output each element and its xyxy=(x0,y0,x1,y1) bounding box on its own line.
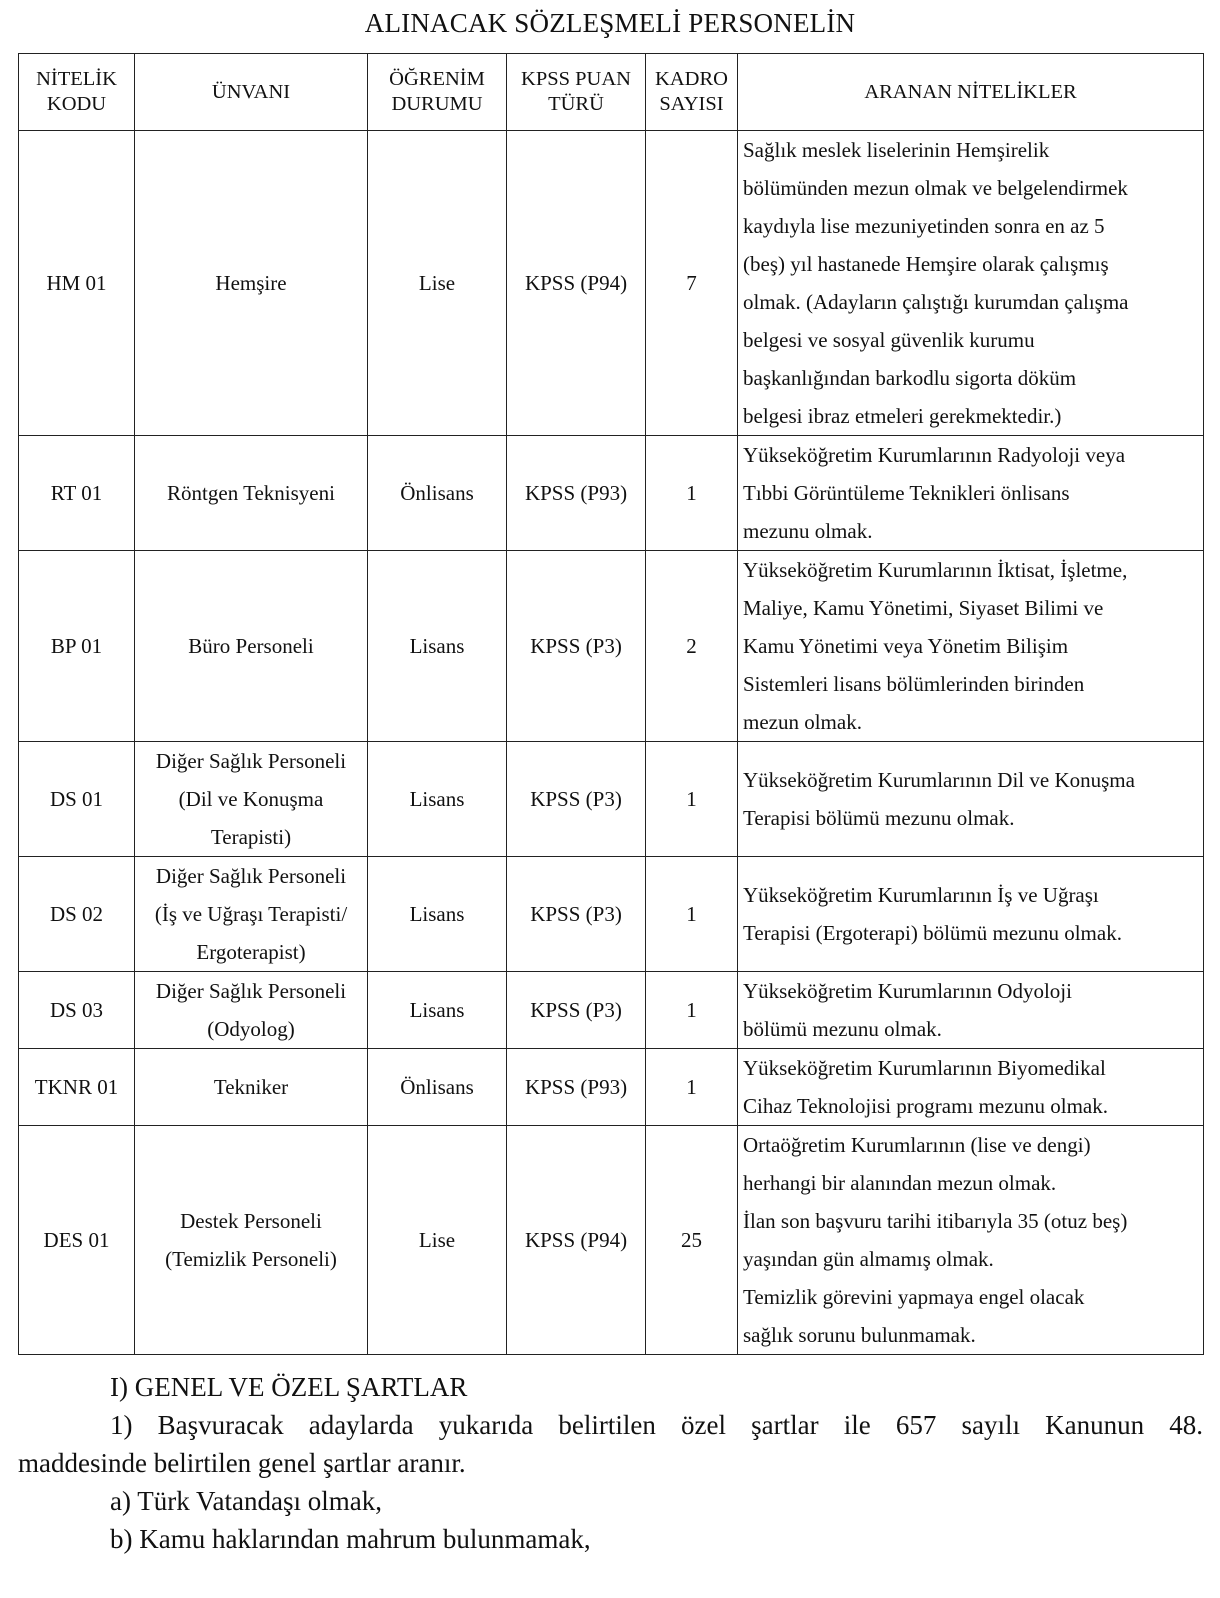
cell-title xyxy=(135,972,368,1049)
table-row xyxy=(19,857,1204,972)
requirement-line: Maliye, Kamu Yönetimi, Siyaset Bilimi ve xyxy=(743,596,1104,620)
cell-title xyxy=(135,551,368,742)
cell-title xyxy=(135,436,368,551)
title-line: Diğer Sağlık Personeli xyxy=(155,979,347,1003)
requirement-line: İlan son başvuru tarihi itibarıyla 35 (otuz beş) xyxy=(743,1209,1128,1233)
header-education: ÖĞRENİM DURUMU xyxy=(368,54,507,131)
cell-kpss: KPSS (P93) xyxy=(507,1049,646,1126)
header-kpss: KPSS PUAN TÜRÜ xyxy=(507,54,646,131)
requirement-line: Sağlık meslek liselerinin Hemşirelik xyxy=(743,138,1050,162)
cell-requirements xyxy=(738,1126,1204,1355)
table-row xyxy=(19,1126,1204,1355)
cell-kpss: KPSS (P94) xyxy=(507,1126,646,1355)
cell-code: DES 01 xyxy=(19,1126,135,1355)
requirement-line: herhangi bir alanından mezun olmak. xyxy=(743,1171,1057,1195)
cell-requirements xyxy=(738,436,1204,551)
requirement-line: Temizlik görevini yapmaya engel olacak xyxy=(743,1285,1085,1309)
cell-title xyxy=(135,1126,368,1355)
cell-kpss: KPSS (P3) xyxy=(507,742,646,857)
cell-code: BP 01 xyxy=(19,551,135,742)
title-line: (Temizlik Personeli) xyxy=(165,1247,337,1271)
cell-code: TKNR 01 xyxy=(19,1049,135,1126)
cell-education: Lisans xyxy=(368,972,507,1049)
cell-count: 2 xyxy=(646,551,738,742)
title-line: Hemşire xyxy=(215,271,287,295)
cell-title xyxy=(135,131,368,436)
cell-kpss: KPSS (P94) xyxy=(507,131,646,436)
cell-kpss: KPSS (P93) xyxy=(507,436,646,551)
title-line: Destek Personeli xyxy=(180,1209,322,1233)
requirement-line: Tıbbi Görüntüleme Teknikleri önlisans xyxy=(743,481,1070,505)
requirement-line: Sistemleri lisans bölümlerinden birinden xyxy=(743,672,1085,696)
requirement-line: Yükseköğretim Kurumlarının İş ve Uğraşı xyxy=(743,883,1099,907)
title-line: Röntgen Teknisyeni xyxy=(167,481,335,505)
requirement-line: yaşından gün almamış olmak. xyxy=(743,1247,994,1271)
cell-requirements xyxy=(738,131,1204,436)
cell-count: 1 xyxy=(646,436,738,551)
requirement-line: Yükseköğretim Kurumlarının Biyomedikal xyxy=(743,1056,1106,1080)
title-line: Terapisti) xyxy=(210,825,292,849)
cell-code: DS 01 xyxy=(19,742,135,857)
title-line: (Odyolog) xyxy=(207,1017,295,1041)
requirement-line: Yükseköğretim Kurumlarının Radyoloji veya xyxy=(743,443,1126,467)
cell-requirements xyxy=(738,857,1204,972)
personnel-table xyxy=(18,53,1204,1355)
requirement-line: mezunu olmak. xyxy=(743,519,873,543)
requirement-line: sağlık sorunu bulunmamak. xyxy=(743,1323,976,1347)
title-line: (Dil ve Konuşma xyxy=(178,787,324,811)
cell-kpss: KPSS (P3) xyxy=(507,857,646,972)
cell-count: 7 xyxy=(646,131,738,436)
cell-requirements xyxy=(738,972,1204,1049)
requirement-line: (beş) yıl hastanede Hemşire olarak çalışmış xyxy=(743,252,1109,276)
cell-title xyxy=(135,857,368,972)
paragraph-line-1: 1) Başvuracak adaylarda yukarıda belirtilen özel şartlar ile 657 sayılı Kanunun 48. xyxy=(110,1410,1203,1440)
cell-count: 1 xyxy=(646,972,738,1049)
title-line: (İş ve Uğraşı Terapisti/ xyxy=(154,902,348,926)
cell-code: RT 01 xyxy=(19,436,135,551)
requirement-line: bölümünden mezun olmak ve belgelendirmek xyxy=(743,176,1128,200)
requirement-line: Yükseköğretim Kurumlarının Dil ve Konuşma xyxy=(743,768,1135,792)
table-row xyxy=(19,742,1204,857)
cell-education: Lise xyxy=(368,1126,507,1355)
title-line: Diğer Sağlık Personeli xyxy=(155,749,347,773)
cell-count: 1 xyxy=(646,1049,738,1126)
cell-title xyxy=(135,742,368,857)
cell-count: 25 xyxy=(646,1126,738,1355)
requirement-line: Ortaöğretim Kurumlarının (lise ve dengi) xyxy=(743,1133,1091,1157)
cell-code: DS 02 xyxy=(19,857,135,972)
cell-requirements xyxy=(738,551,1204,742)
cell-education: Lisans xyxy=(368,742,507,857)
requirement-line: belgesi ibraz etmeleri gerekmektedir.) xyxy=(743,404,1062,428)
header-requirements: ARANAN NİTELİKLER xyxy=(738,54,1204,131)
paragraph-line-2: maddesinde belirtilen genel şartlar aranır. xyxy=(18,1448,466,1478)
requirement-line: Kamu Yönetimi veya Yönetim Bilişim xyxy=(743,634,1069,658)
cell-education: Önlisans xyxy=(368,436,507,551)
requirement-line: başkanlığından barkodlu sigorta döküm xyxy=(743,366,1077,390)
requirement-line: belgesi ve sosyal güvenlik kurumu xyxy=(743,328,1035,352)
title-line: Tekniker xyxy=(213,1075,289,1099)
requirement-line: Terapisi bölümü mezunu olmak. xyxy=(743,806,1015,830)
cell-title xyxy=(135,1049,368,1126)
cell-requirements xyxy=(738,1049,1204,1126)
cell-education: Lisans xyxy=(368,857,507,972)
cell-code: DS 03 xyxy=(19,972,135,1049)
cell-count: 1 xyxy=(646,857,738,972)
requirement-line: Yükseköğretim Kurumlarının İktisat, İşletme, xyxy=(743,558,1128,582)
section-container xyxy=(18,1368,1203,1558)
table-row xyxy=(19,436,1204,551)
title-line: Ergoterapist) xyxy=(196,940,306,964)
header-code: NİTELİK KODU xyxy=(19,54,135,131)
title-line: Diğer Sağlık Personeli xyxy=(155,864,347,888)
cell-education: Lise xyxy=(368,131,507,436)
cell-requirements xyxy=(738,742,1204,857)
section-heading: I) GENEL VE ÖZEL ŞARTLAR xyxy=(110,1372,468,1402)
title-line: Büro Personeli xyxy=(188,634,314,658)
table-header-row xyxy=(19,54,1204,131)
cell-kpss: KPSS (P3) xyxy=(507,551,646,742)
header-title: ÜNVANI xyxy=(135,54,368,131)
list-item-a: a) Türk Vatandaşı olmak, xyxy=(110,1486,382,1516)
requirement-line: Yükseköğretim Kurumlarının Odyoloji xyxy=(743,979,1072,1003)
list-item-b: b) Kamu haklarından mahrum bulunmamak, xyxy=(110,1524,591,1554)
cell-count: 1 xyxy=(646,742,738,857)
page-title: ALINACAK SÖZLEŞMELİ PERSONELİN xyxy=(364,8,856,38)
requirement-line: Cihaz Teknolojisi programı mezunu olmak. xyxy=(743,1094,1108,1118)
requirement-line: Terapisi (Ergoterapi) bölümü mezunu olmak. xyxy=(743,921,1122,945)
requirement-line: olmak. (Adayların çalıştığı kurumdan çalışma xyxy=(743,290,1129,314)
table-row xyxy=(19,131,1204,436)
requirement-line: bölümü mezunu olmak. xyxy=(743,1017,942,1041)
cell-code: HM 01 xyxy=(19,131,135,436)
table-row xyxy=(19,972,1204,1049)
header-count: KADRO SAYISI xyxy=(646,54,738,131)
cell-education: Önlisans xyxy=(368,1049,507,1126)
table-row xyxy=(19,551,1204,742)
cell-kpss: KPSS (P3) xyxy=(507,972,646,1049)
cell-education: Lisans xyxy=(368,551,507,742)
requirement-line: kaydıyla lise mezuniyetinden sonra en az 5 xyxy=(743,214,1105,238)
requirement-line: mezun olmak. xyxy=(743,710,862,734)
table-row xyxy=(19,1049,1204,1126)
